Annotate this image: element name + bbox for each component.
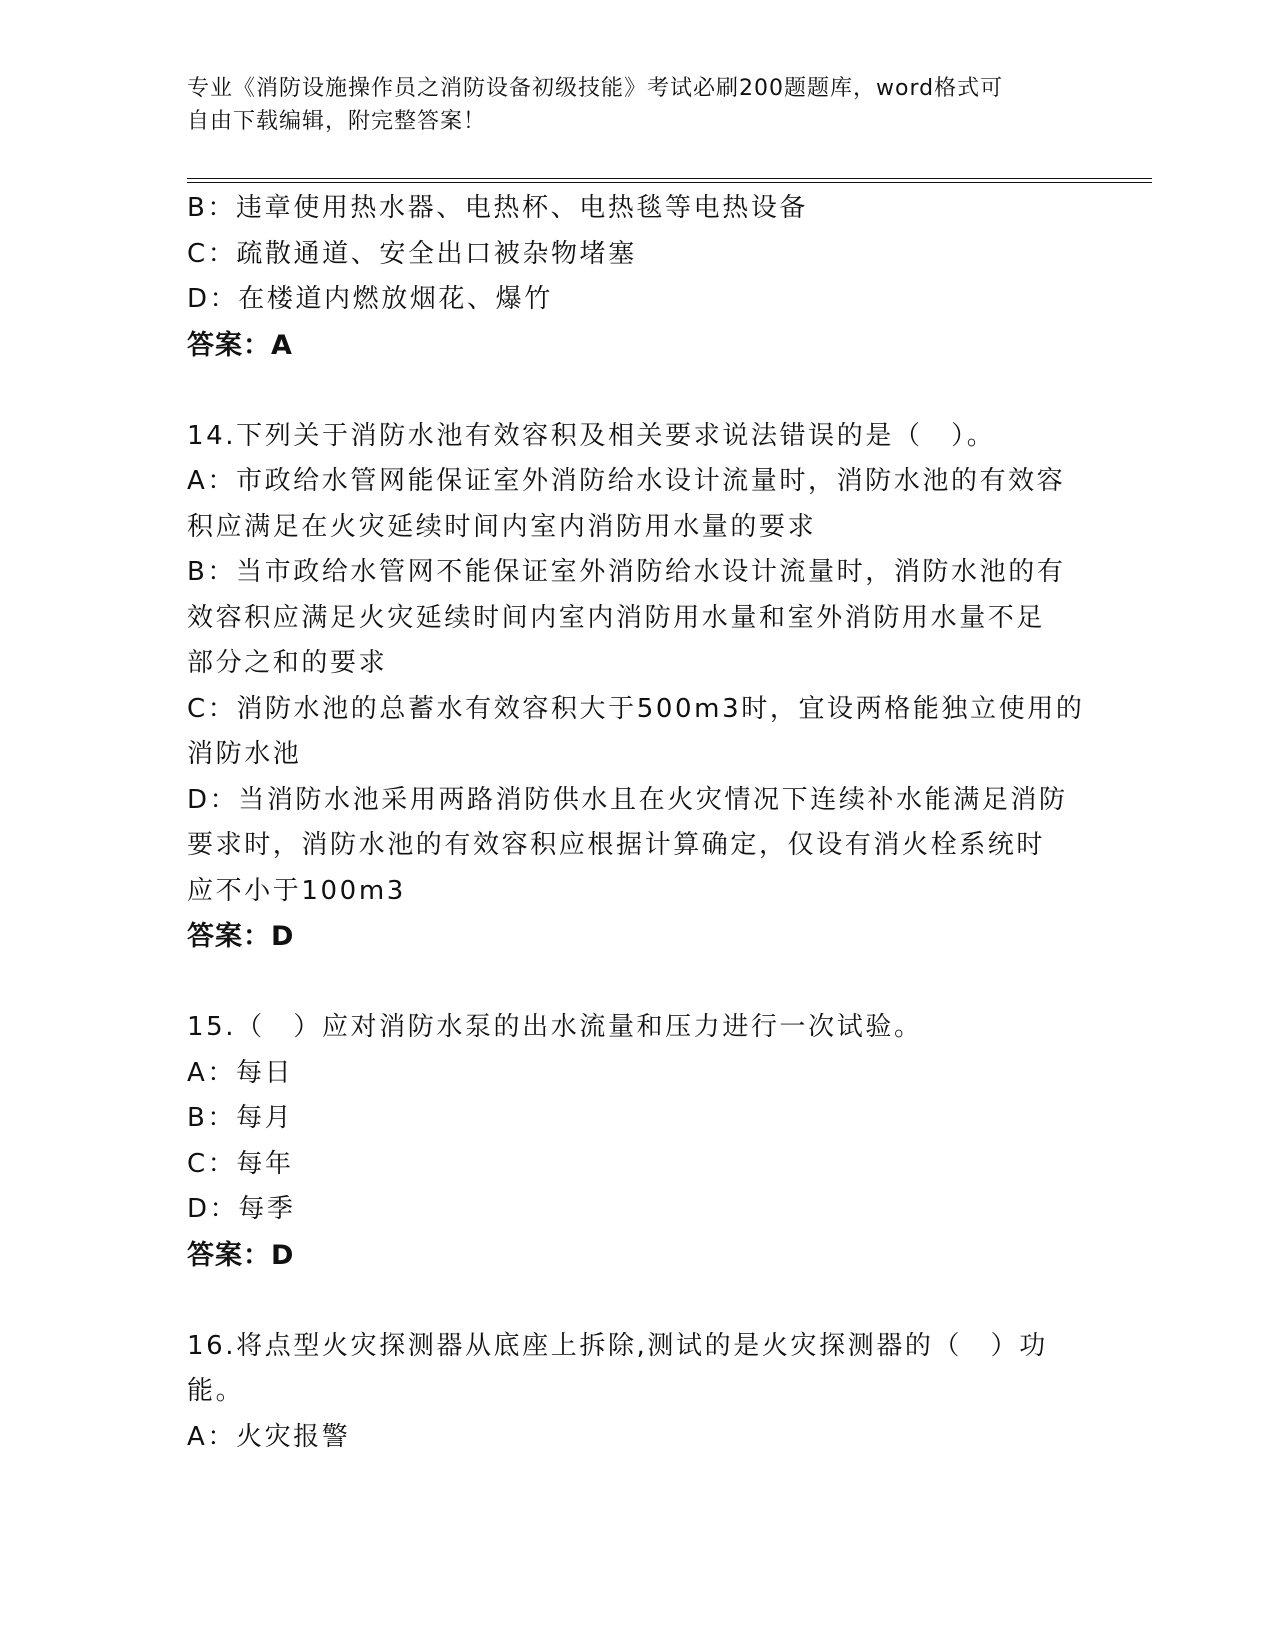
q14-answer: 答案：D [187, 921, 295, 952]
q14-option-b-line-3: 部分之和的要求 [187, 648, 388, 678]
q13-option-d: D：在楼道内燃放烟花、爆竹 [187, 284, 553, 314]
question-14 [187, 414, 1087, 960]
header-divider [187, 178, 1152, 183]
q15-option-d: D：每季 [187, 1194, 296, 1224]
spacer [187, 1278, 1087, 1324]
q14-option-a-line-2: 积应满足在火灾延续时间内室内消防用水量的要求 [187, 511, 817, 542]
header-line-1: 专业《消防设施操作员之消防设备初级技能》考试必刷200题题库，word格式可 [187, 76, 1004, 101]
spacer [187, 960, 1087, 1006]
q13-answer: 答案：A [187, 329, 293, 361]
q14-option-d-line-3: 应不小于100m3 [187, 875, 406, 906]
q14-option-c-line-1: C：消防水池的总蓄水有效容积大于500m3时，宜设两格能独立使用的 [187, 693, 1085, 724]
q15-option-c: C：每年 [187, 1148, 294, 1179]
q14-option-b-line-2: 效容积应满足火灾延续时间内室内消防用水量和室外消防用水量不足 [187, 602, 1046, 633]
question-13 [187, 186, 1087, 368]
q16-stem-line-1: 16.将点型火灾探测器从底座上拆除,测试的是火灾探测器的（ ）功 [187, 1330, 1048, 1361]
q14-option-d-line-2: 要求时，消防水池的有效容积应根据计算确定，仅设有消火栓系统时 [187, 830, 1046, 860]
q13-option-b: B：违章使用热水器、电热杯、电热毯等电热设备 [187, 193, 809, 223]
spacer [187, 368, 1087, 414]
q14-option-c-line-2: 消防水池 [187, 739, 302, 769]
q15-option-a: A：每日 [187, 1057, 294, 1088]
q15-option-b: B：每月 [187, 1103, 294, 1133]
q15-answer: 答案：D [187, 1239, 295, 1271]
document-body [187, 186, 1087, 1460]
q14-option-d-line-1: D：当消防水池采用两路消防供水且在火灾情况下连续补水能满足消防 [187, 784, 1068, 815]
header-line-2: 自由下载编辑，附完整答案！ [187, 109, 487, 134]
document-header [187, 72, 1067, 138]
q16-option-a: A：火灾报警 [187, 1421, 351, 1452]
q16-stem-line-2: 能。 [187, 1376, 245, 1406]
question-15 [187, 1005, 1087, 1278]
q15-stem: 15.（ ）应对消防水泵的出水流量和压力进行一次试验。 [187, 1012, 923, 1042]
q14-stem: 14.下列关于消防水池有效容积及相关要求说法错误的是（ ）。 [187, 420, 996, 451]
q14-option-b-line-1: B：当市政给水管网不能保证室外消防给水设计流量时，消防水池的有 [187, 557, 1066, 587]
q13-option-c: C：疏散通道、安全出口被杂物堵塞 [187, 238, 637, 269]
question-16 [187, 1324, 1087, 1461]
q14-option-a-line-1: A：市政给水管网能保证室外消防给水设计流量时，消防水池的有效容 [187, 466, 1066, 496]
